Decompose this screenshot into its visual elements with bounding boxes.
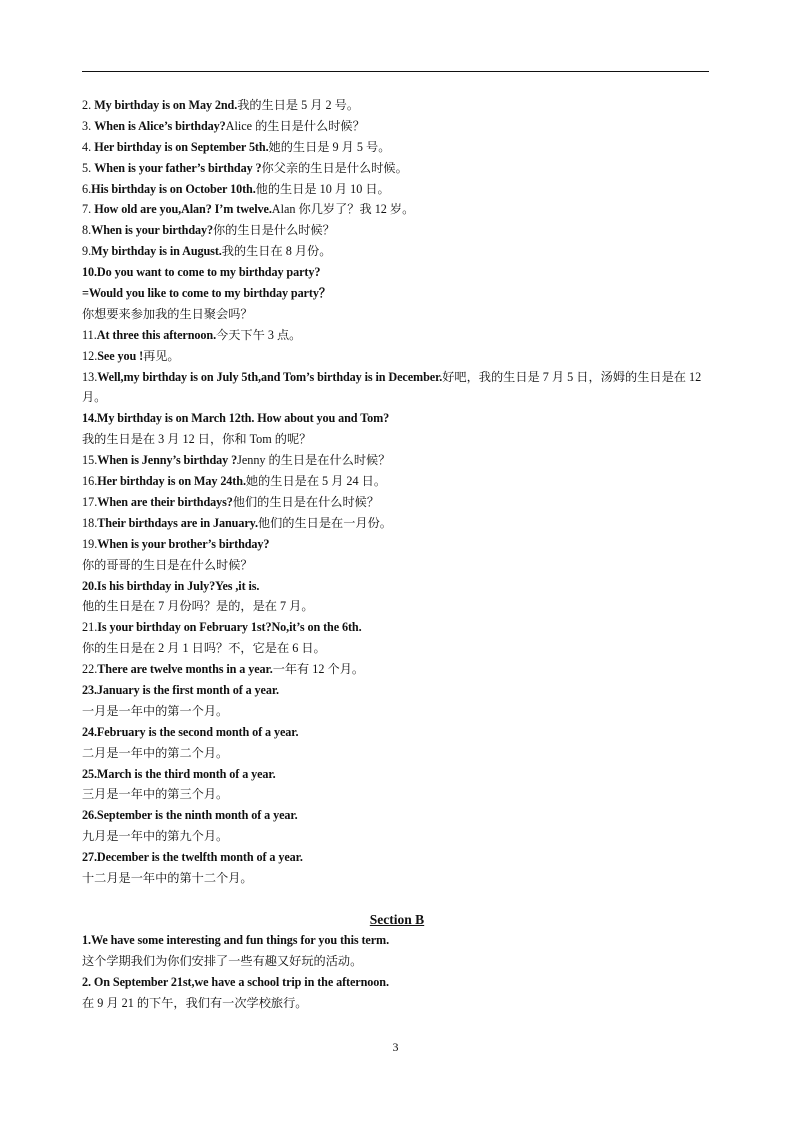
text-line — [82, 137, 712, 158]
line-number: 8. — [82, 223, 92, 238]
chinese-translation: Jenny 的生日是在什么时候？ — [237, 453, 391, 468]
english-sentence: 1.We have some interesting and fun things for you this term. — [82, 933, 390, 947]
text-line — [82, 408, 712, 429]
chinese-translation: 你想要来参加我的生日聚会吗？ — [82, 306, 253, 321]
header-rule — [82, 71, 709, 72]
chinese-translation: 我的生日在 8 月份。 — [221, 244, 332, 259]
page-number: 3 — [392, 1040, 399, 1054]
text-line — [82, 659, 712, 680]
text-line — [82, 701, 712, 722]
line-number: 9. — [82, 244, 92, 259]
english-sentence: At three this afternoon. — [96, 327, 217, 342]
line-number: 6. — [82, 181, 92, 196]
english-sentence: See you ! — [97, 348, 144, 363]
chinese-translation: 再见。 — [143, 348, 180, 363]
text-line — [82, 847, 712, 868]
chinese-translation: 我的生日是在 3 月 12 日，你和 Tom 的呢？ — [82, 432, 312, 447]
text-line — [82, 158, 712, 179]
text-line — [82, 429, 712, 450]
line-number: 5. — [82, 160, 95, 175]
text-line — [82, 116, 712, 137]
english-sentence: 14.My birthday is on March 12th. How about you and Tom? — [82, 411, 390, 426]
english-sentence: My birthday is in August. — [91, 244, 222, 259]
text-line — [82, 826, 712, 847]
text-line — [82, 367, 712, 409]
line-number: 4. — [82, 139, 95, 154]
english-sentence: There are twelve months in a year. — [97, 662, 273, 677]
line-number: 15. — [82, 453, 98, 468]
english-sentence: Well,my birthday is on July 5th,and Tom’s birthday is in December. — [97, 369, 443, 384]
english-sentence: 24.February is the second month of a year. — [82, 724, 299, 739]
text-line — [82, 534, 712, 555]
text-line — [82, 596, 712, 617]
english-sentence: When is your birthday? — [91, 223, 213, 238]
english-sentence: When is your father’s birthday ? — [94, 160, 262, 175]
text-line — [82, 617, 712, 638]
chinese-translation: 他们的生日是在什么时候？ — [232, 494, 380, 509]
english-sentence: 23.January is the first month of a year. — [82, 682, 279, 697]
text-line — [82, 784, 712, 805]
english-sentence: 25.March is the third month of a year. — [82, 766, 276, 781]
line-number: 17. — [82, 494, 98, 509]
chinese-translation: 你的哥哥的生日是在什么时候？ — [82, 557, 253, 572]
text-line — [82, 471, 712, 492]
chinese-translation: 好吧，我的生日是 7 月 5 日，汤姆的生日是在 12 月。 — [82, 369, 702, 405]
english-sentence: When are their birthdays? — [97, 494, 233, 509]
text-line — [82, 805, 712, 826]
english-sentence: His birthday is on October 10th. — [91, 181, 256, 196]
english-sentence: 20.Is his birthday in July?Yes ,it is. — [82, 578, 260, 593]
english-sentence: When is your brother’s birthday? — [97, 536, 270, 551]
english-sentence: When is Jenny’s birthday ? — [97, 453, 238, 468]
text-line — [82, 450, 712, 471]
text-line — [82, 199, 712, 220]
english-sentence: Their birthdays are in January. — [97, 515, 258, 530]
text-line — [82, 951, 712, 972]
chinese-translation: 他的生日是 10 月 10 日。 — [255, 181, 390, 196]
chinese-translation: 我的生日是 5 月 2 号。 — [237, 98, 360, 112]
section-title: Section B — [369, 912, 425, 927]
chinese-translation: 九月是一年中的第九个月。 — [82, 829, 229, 844]
chinese-translation: Alan 你几岁了？我 12 岁。 — [271, 202, 415, 217]
line-number: 19. — [82, 536, 98, 551]
english-sentence: =Would you like to come to my birthday party？ — [82, 286, 331, 301]
text-line — [82, 513, 712, 534]
text-line — [82, 868, 712, 889]
english-sentence: 27.December is the twelfth month of a year. — [82, 850, 303, 865]
chinese-translation: 十二月是一年中的第十二个月。 — [82, 870, 253, 885]
line-number: 11. — [82, 327, 97, 342]
chinese-translation: 这个学期我们为你们安排了一些有趣又好玩的活动。 — [82, 953, 363, 968]
chinese-translation: 一年有 12 个月。 — [272, 662, 365, 677]
chinese-translation: 他们的生日是在一月份。 — [257, 515, 392, 530]
line-number: 7. — [82, 202, 95, 217]
english-sentence: When is Alice’s birthday? — [94, 118, 226, 133]
text-line — [82, 346, 712, 367]
text-line — [82, 993, 712, 1014]
chinese-translation: 在 9 月 21 的下午，我们有一次学校旅行。 — [82, 995, 308, 1010]
chinese-translation: 你的生日是什么时候？ — [213, 223, 335, 238]
chinese-translation: 她的生日是 9 月 5 号。 — [268, 139, 391, 154]
text-line — [82, 722, 712, 743]
text-line — [82, 325, 712, 346]
text-line — [82, 972, 712, 993]
text-line — [82, 930, 712, 951]
english-sentence: 2. On September 21st,we have a school trip in the afternoon. — [82, 974, 389, 989]
text-line — [82, 283, 712, 304]
line-number: 16. — [82, 474, 98, 489]
english-sentence: Her birthday is on September 5th. — [94, 139, 269, 154]
english-sentence: 26.September is the ninth month of a year. — [82, 808, 298, 823]
chinese-translation: 你的生日是在 2 月 1 日吗？不，它是在 6 日。 — [82, 641, 326, 656]
english-sentence: Her birthday is on May 24th. — [97, 474, 246, 489]
text-line — [82, 764, 712, 785]
line-number: 2. — [82, 98, 95, 112]
line-number: 13. — [82, 369, 98, 384]
chinese-translation: 三月是一年中的第三个月。 — [82, 787, 229, 802]
text-line — [82, 680, 712, 701]
line-number: 12. — [82, 348, 98, 363]
section-b-body — [82, 930, 712, 1014]
line-number: 22. — [82, 662, 98, 677]
text-line — [82, 743, 712, 764]
text-line — [82, 220, 712, 241]
chinese-translation: 今天下午 3 点。 — [216, 327, 302, 342]
text-line — [82, 576, 712, 597]
text-line — [82, 492, 712, 513]
english-sentence: Is your birthday on February 1st?No,it’s on the 6th. — [97, 620, 362, 635]
text-line — [82, 304, 712, 325]
chinese-translation: 一月是一年中的第一个月。 — [82, 703, 229, 718]
text-line — [82, 262, 712, 283]
text-line — [82, 95, 712, 116]
text-line — [82, 179, 712, 200]
english-sentence: 10.Do you want to come to my birthday party? — [82, 265, 321, 280]
english-sentence: My birthday is on May 2nd. — [94, 98, 238, 112]
section-b — [82, 910, 712, 1014]
chinese-translation: 你父亲的生日是什么时候。 — [261, 160, 408, 175]
line-number: 3. — [82, 118, 95, 133]
document-body — [82, 95, 712, 889]
line-number: 21. — [82, 620, 98, 635]
text-line — [82, 555, 712, 576]
text-line — [82, 638, 712, 659]
chinese-translation: 二月是一年中的第二个月。 — [82, 745, 229, 760]
chinese-translation: 她的生日是在 5 月 24 日。 — [245, 474, 387, 489]
text-line — [82, 241, 712, 262]
chinese-translation: 他的生日是在 7 月份吗？是的，是在 7 月。 — [82, 599, 314, 614]
chinese-translation: Alice 的生日是什么时候？ — [225, 118, 365, 133]
line-number: 18. — [82, 515, 98, 530]
english-sentence: How old are you,Alan? I’m twelve. — [94, 202, 272, 217]
